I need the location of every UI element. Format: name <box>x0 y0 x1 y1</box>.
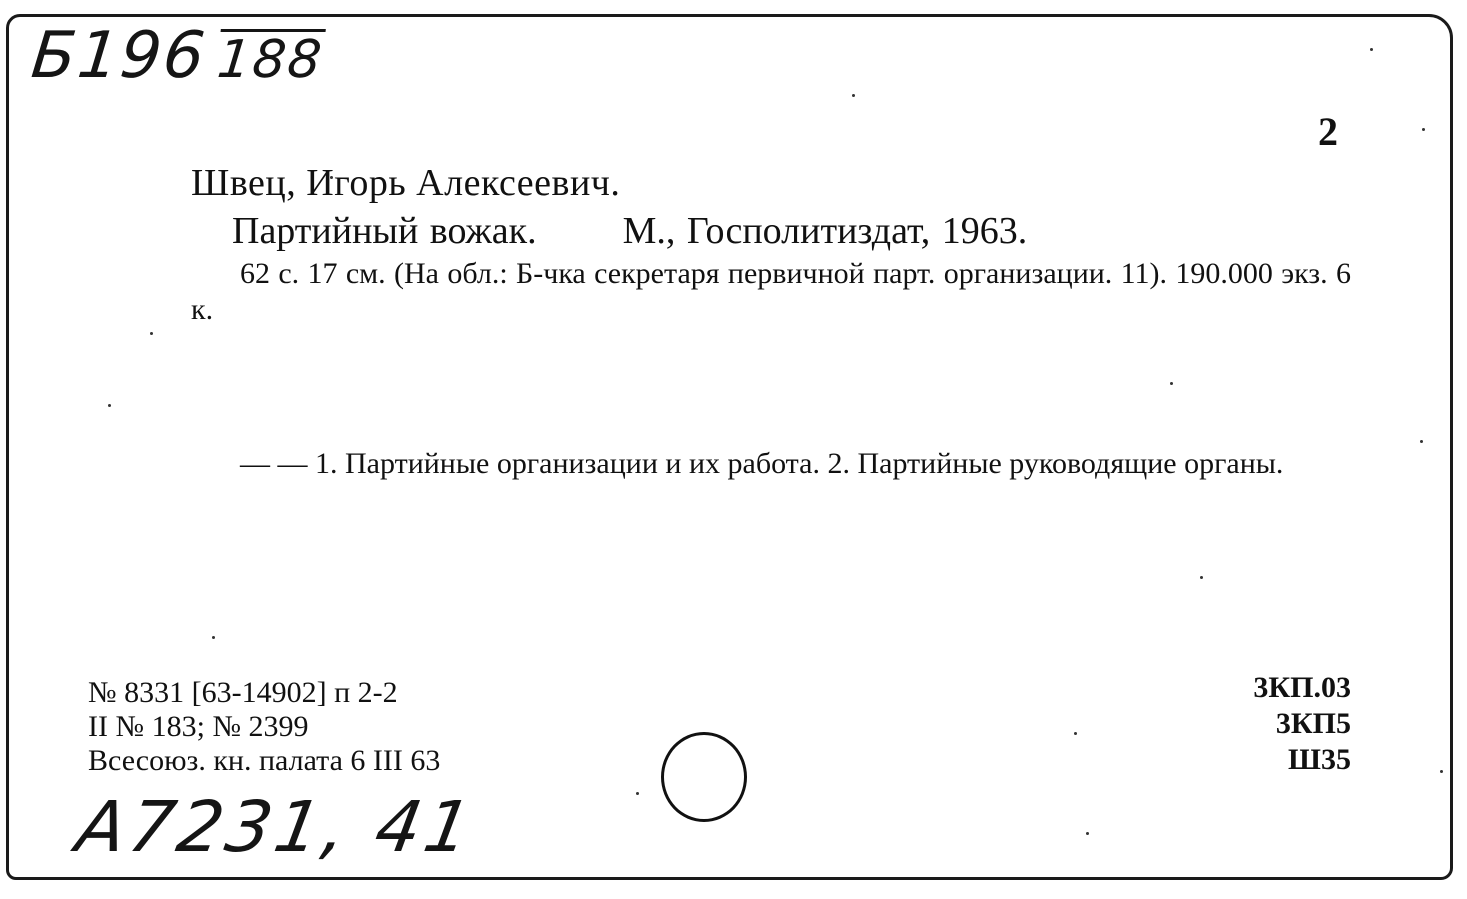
classification-code: 3КП5 <box>1275 707 1351 740</box>
handwritten-shelf-mark <box>28 19 327 93</box>
author-heading: Швец, Игорь Алексеевич. <box>191 162 621 204</box>
scan-speck <box>852 94 855 97</box>
handwritten-inventory-number: А7231, 41 <box>70 786 481 868</box>
classification-code: 3КП.03 <box>1253 671 1351 704</box>
registration-line: № 8331 [63-14902] п 2-2 <box>88 676 398 709</box>
title-line <box>232 212 1027 250</box>
registration-block <box>88 676 440 778</box>
punch-hole-circle <box>661 732 747 822</box>
scan-speck <box>1074 732 1077 735</box>
book-title: Партийный вожак. <box>232 210 537 252</box>
publication-imprint: М., Госполитиздат, 1963. <box>622 210 1028 252</box>
scan-speck <box>636 792 639 795</box>
registration-line: II № 183; № 2399 <box>88 710 309 743</box>
scan-speck <box>1422 128 1425 131</box>
scan-speck <box>212 636 215 639</box>
card-number: 2 <box>1318 109 1338 154</box>
scan-speck <box>108 404 111 407</box>
scan-speck <box>1370 48 1373 51</box>
registration-line: Всесоюз. кн. палата 6 III 63 <box>88 744 441 777</box>
shelf-mark-sub: 188 <box>214 30 327 90</box>
classification-block <box>1253 670 1351 778</box>
scan-speck <box>1086 832 1089 835</box>
scan-speck <box>1200 576 1203 579</box>
physical-description: 62 с. 17 см. (На обл.: Б-чка секретаря первичной парт. организации. 11). 190.000 экз. 6 к. <box>191 257 1351 326</box>
scan-speck <box>1440 770 1443 773</box>
scan-speck <box>1420 440 1423 443</box>
scan-speck <box>150 332 153 335</box>
subject-headings: — — 1. Партийные организации и их работа. 2. Партийные руководящие органы. <box>240 447 1284 480</box>
scan-speck <box>1170 382 1173 385</box>
classification-code: Ш35 <box>1288 743 1351 776</box>
shelf-mark-main: Б196 <box>28 19 210 93</box>
